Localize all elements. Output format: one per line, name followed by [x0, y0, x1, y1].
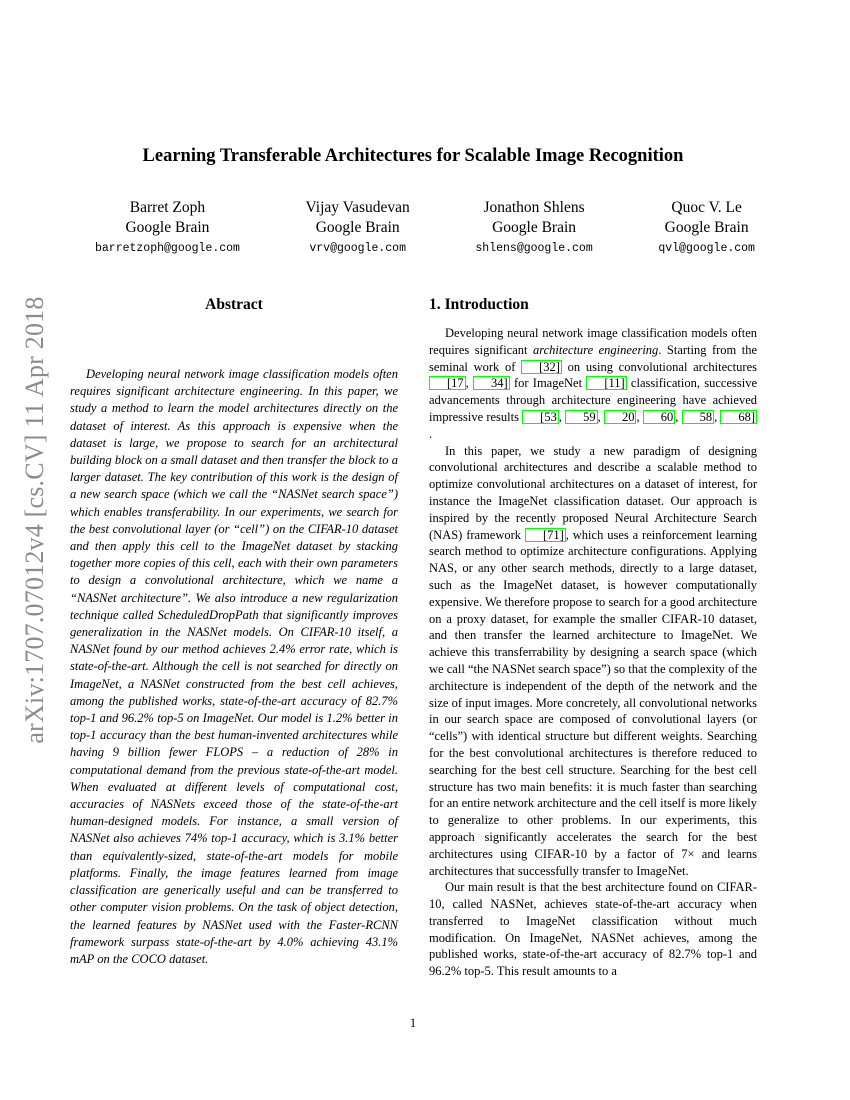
section-number: 1.	[429, 296, 441, 313]
abstract-body: Developing neural network image classification models often requires significant architecture engineering. In this paper, we study a method to learn the model architectures directly on the dataset of interest. As this approach is expensive when the dataset is large, we propose to search for an architectural building block on a small dataset and then transfer the block to a larger dataset. The key contribution of this work is the design of a new search space (which we call the “NASNet search space”) which enables transferability. In our experiments, we search for the best convolutional layer (or “cell”) on the CIFAR-10 dataset and then apply this cell to the ImageNet dataset by stacking together more copies of this cell, each with their own parameters to design a convolutional architecture, which we name a “NASNet architecture”. We also introduce a new regularization technique called ScheduledDropPath that significantly improves generalization in the NASNet models. On CIFAR-10 itself, a NASNet found by our method achieves 2.4% error rate, which is state-of-the-art. Although the cell is not searched for directly on ImageNet, a NASNet constructed from the best cell achieves, among the published works, state-of-the-art accuracy of 82.7% top-1 and 96.2% top-5 on ImageNet. Our model is 1.2% better in top-1 accuracy than the best human-invented architectures while having 9 billion fewer FLOPS – a reduction of 28% in computational demand from the previous state-of-the-art model. When evaluated at different levels of computational cost, accuracies of NASNets exceed those of the state-of-the-art human-designed models. For instance, a small version of NASNet also achieves 74% top-1 accuracy, which is 3.1% better than equivalently-sized, state-of-the-art models for mobile platforms. Finally, the image features learned from image classification are generically useful and can be transferred to other computer vision problems. On the task of object detection, the learned features by NASNet used with the Faster-RCNN framework surpass state-of-the-art by 4.0% achieving 43.1% mAP on the COCO dataset.	[70, 367, 398, 966]
section-title: Introduction	[444, 296, 529, 313]
author-3	[475, 198, 592, 257]
citation-link[interactable]: 58	[682, 410, 715, 424]
text-run: , which uses a reinforcement learning search method to optimize architecture configurations. Applying NAS, or any other search methods, directly to a large dataset, such as the ImageNet dataset, is however computationally expensive. We therefore propose to search for a good architecture on a proxy dataset, for example the smaller CIFAR-10 dataset, and then transfer the learned architecture to ImageNet. We achieve this transferrability by designing a search space (which we call “the NASNet search space”) so that the complexity of the architecture is independent of the depth of the network and the size of input images. More concretely, all convolutional networks in our search space are composed of convolutional layers (or “cells”) with identical structure but different weights. Searching for the best convolutional architectures is therefore reduced to searching for the best cell structure. Searching for the best cell structure has two main benefits: it is much faster than searching for an entire network architecture and the cell itself is more likely to generalize to other problems. In our experiments, this approach significantly accelerates the search for the best architectures using CIFAR-10 by a factor of 7× and learns architectures that successfully transfer to ImageNet.	[429, 527, 757, 878]
citation-link[interactable]: 68]	[720, 410, 757, 424]
author-4	[658, 198, 755, 257]
author-affiliation: Google Brain	[125, 219, 210, 236]
author-name: Quoc V. Le	[671, 199, 742, 216]
introduction-column	[429, 295, 757, 980]
introduction-heading	[429, 295, 757, 315]
author-2	[306, 198, 410, 257]
citation-link[interactable]: [32]	[521, 360, 562, 374]
arxiv-identifier-text: arXiv:1707.07012v4 [cs.CV] 11 Apr 2018	[20, 296, 49, 744]
author-affiliation: Google Brain	[315, 219, 400, 236]
citation-link[interactable]: 20	[604, 410, 637, 424]
citation-link[interactable]: [17	[429, 376, 466, 390]
author-name: Jonathon Shlens	[483, 199, 585, 216]
intro-paragraph-2	[429, 443, 757, 880]
citation-link[interactable]: 60	[643, 410, 676, 424]
intro-paragraph-3: Our main result is that the best architecture found on CIFAR-10, called NASNet, achieves state-of-the-art accuracy when transferred to ImageNet classification without much modification. On ImageNet, NASNet achieves, among the published works, state-of-the-art accuracy of 82.7% top-1 and 96.2% top-5. This result amounts to a	[429, 880, 757, 979]
emphasis-text: architecture engineering	[532, 342, 659, 357]
arxiv-identifier-stamp	[20, 290, 50, 750]
text-run: Developing neural network image classification models often requires significant	[429, 326, 757, 357]
abstract-column	[70, 295, 398, 981]
citation-link[interactable]: 59	[565, 410, 598, 424]
author-name: Vijay Vasudevan	[305, 199, 410, 216]
author-email: shlens@google.com	[475, 242, 593, 255]
author-affiliation: Google Brain	[664, 219, 749, 236]
paper-title: Learning Transferable Architectures for Scalable Image Recognition	[142, 146, 684, 166]
author-1	[95, 198, 240, 257]
text-run: In this paper, we study a new paradigm of designing convolutional architectures and describe a scalable method to optimize convolutional architectures on a dataset of interest, for instance the ImageNet classification dataset. Our approach is inspired by the recently proposed Neural Architecture Search (NAS) framework	[429, 443, 757, 542]
text-run: for ImageNet	[509, 376, 587, 391]
page-number: 1	[409, 1016, 417, 1030]
author-block	[95, 198, 755, 257]
author-email: barretzoph@google.com	[95, 242, 240, 255]
text-run: ,	[465, 376, 474, 391]
citation-link[interactable]: 34]	[473, 376, 510, 390]
text-run: on using convolutional architectures	[561, 359, 757, 374]
author-name: Barret Zoph	[129, 199, 206, 216]
text-run: .	[429, 426, 433, 441]
citation-link[interactable]: [53	[522, 410, 559, 424]
author-email: vrv@google.com	[309, 242, 406, 255]
text-run: classification, successive advancements through architecture engineering have achieved impressive results	[429, 376, 758, 424]
author-affiliation: Google Brain	[492, 219, 577, 236]
intro-paragraph-1: Developing neural network image classification models often requires significant architecture engineering. Starting from the seminal work of [32] on using convolutional architectures [17 , 34] for ImageNet [11] classification, successive advancements through architecture engineering have achieved impressive results [53 , 59 , 20 , 60 , 58 , 68].	[429, 326, 758, 441]
author-email: qvl@google.com	[658, 242, 755, 255]
abstract-heading: Abstract	[205, 296, 263, 313]
text-run: . Starting from the seminal work of	[429, 342, 757, 374]
citation-link[interactable]: [71]	[525, 528, 566, 542]
citation-link[interactable]: [11]	[586, 376, 626, 390]
